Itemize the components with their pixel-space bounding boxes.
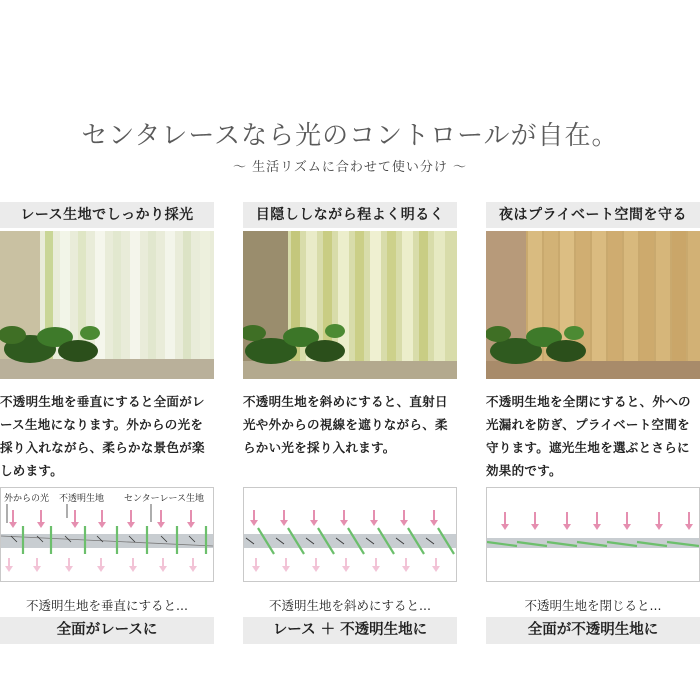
mode-column-angled	[243, 202, 457, 482]
column-heading: 目隠ししながら程よく明るく	[243, 202, 457, 228]
diagram-caption: 不透明生地を閉じると...	[524, 598, 662, 613]
result-label: 全面がレースに	[0, 617, 214, 644]
diagram-angled	[243, 487, 457, 582]
room-photo-angled	[243, 231, 457, 379]
room-photo-lace	[0, 231, 214, 379]
room-photo-closed	[486, 231, 700, 379]
diagram-caption: 不透明生地を垂直にすると...	[26, 598, 188, 613]
mode-column-vertical	[0, 202, 214, 482]
column-heading: レース生地でしっかり採光	[0, 202, 214, 228]
diagram-caption: 不透明生地を斜めにすると...	[269, 598, 431, 613]
mode-column-closed	[486, 202, 700, 482]
column-description: 不透明生地を全閉にすると、外への光漏れを防ぎ、プライベート空間を守ります。遮光生地を選ぶとさらに効果的です。	[486, 394, 691, 478]
center-lace-label: センターレース生地	[124, 494, 205, 504]
result-label: 全面が不透明生地に	[486, 617, 700, 644]
diagram-closed	[486, 487, 700, 582]
column-description: 不透明生地を垂直にすると全面がレース生地になります。外からの光を採り入れながら、柔らかな景色が楽しめます。	[0, 394, 205, 478]
outside-light-label: 外からの光	[4, 494, 50, 504]
page-subtitle: 〜 生活リズムに合わせて使い分け 〜	[232, 160, 467, 175]
column-description: 不透明生地を斜めにすると、直射日光や外からの視線を遮りながら、柔らかい光を採り入れます。	[243, 394, 448, 455]
page-title: センタレースなら光のコントロールが自在。	[81, 121, 619, 151]
result-label: レース ＋ 不透明生地に	[243, 617, 457, 644]
opaque-fabric-label: 不透明生地	[59, 494, 105, 504]
column-heading: 夜はプライベート空間を守る	[486, 202, 700, 228]
diagram-vertical	[0, 487, 214, 582]
